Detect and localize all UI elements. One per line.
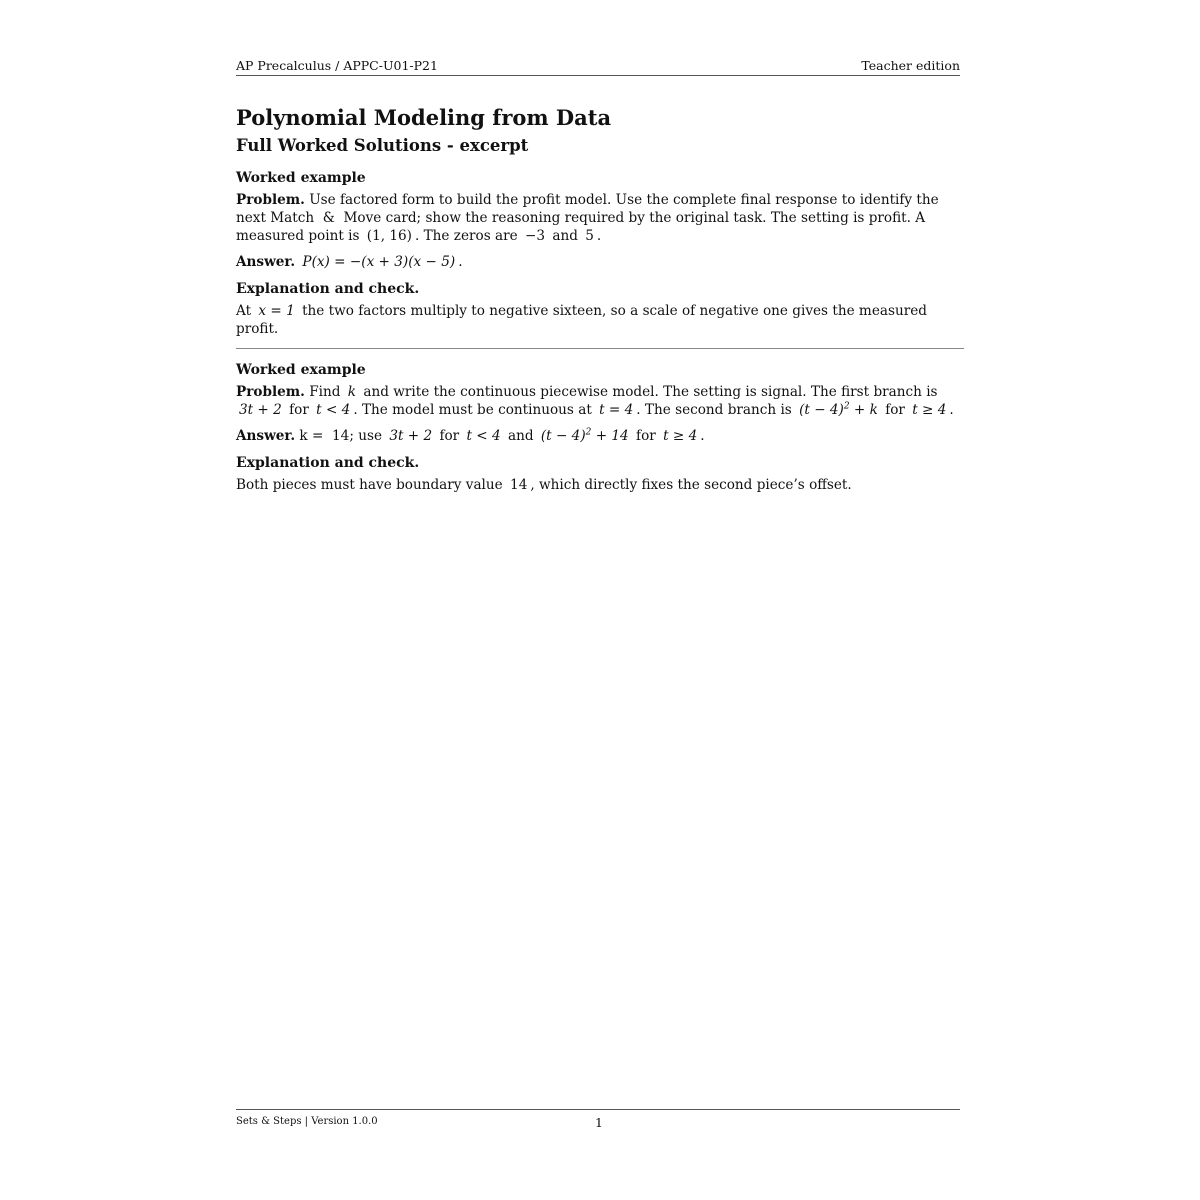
answer-statement [236,253,964,271]
page-subtitle: Full Worked Solutions - excerpt [236,136,529,155]
answer-branch-two-base: (t − 4) [540,428,586,444]
footer-version: Sets & Steps | Version 1.0.0 [236,1116,378,1127]
problem-text: . [949,402,954,418]
explanation-heading: Explanation and check. [236,281,420,297]
explanation-fragment: the two factors multiply to negative sixteen, so a scale of negative one gives the measured profit. [236,303,927,337]
course-code: AP Precalculus / APPC-U01-P21 [236,58,438,73]
running-header [236,58,960,76]
worked-example-2 [236,360,964,494]
explanation-formula: x = 1 [258,303,295,319]
branch-two-formula [796,402,881,418]
example-heading: Worked example [236,170,366,186]
problem-text: and write the continuous piecewise model. The setting is signal. The first branch is [363,384,938,400]
main-content [236,104,964,502]
answer-label: Answer. [236,428,296,444]
answer-condition-one: t < 4 [466,428,501,444]
answer-label: Answer. [236,254,296,270]
answer-branch-two-exponent: 2 [585,427,592,438]
edition-label: Teacher edition [861,58,960,73]
branch-one-condition: t < 4 [316,402,351,418]
example-heading: Worked example [236,362,366,378]
page-number: 1 [595,1115,603,1130]
answer-statement [236,427,964,445]
problem-text: for [289,402,309,418]
answer-branch-one: 3t + 2 [389,428,433,444]
explanation-fragment: At [236,303,252,319]
answer-text: and [507,428,534,444]
branch-two-exponent: 2 [843,401,850,412]
problem-statement [236,383,964,419]
section-divider [236,348,964,349]
answer-formula: P(x) = −(x + 3)(x − 5) [302,254,456,270]
problem-text: . The zeros are [414,228,518,244]
answer-k-value: k = 14 [299,428,350,444]
answer-condition-two: t ≥ 4 [663,428,698,444]
answer-end: . [458,254,463,270]
problem-text: . The second branch is [636,402,792,418]
answer-text: for [636,428,656,444]
zero-value: 5 [585,228,594,244]
problem-text: Use factored form to build the profit model. Use the complete final response to identify the next Match & Move card; show the reasoning required by the original task. The setting is profit. A measured point is [236,192,939,244]
explanation-heading: Explanation and check. [236,455,420,471]
answer-branch-two [538,428,632,444]
problem-text: . [596,228,602,244]
running-footer [236,1109,960,1130]
explanation-text [236,302,964,338]
zero-value: −3 [524,228,546,244]
problem-text: Find [309,384,341,400]
problem-label: Problem. [236,192,305,208]
problem-text: and [552,228,578,244]
boundary-value: 14 [510,477,528,493]
worked-example-1 [236,168,964,338]
branch-two-base: (t − 4) [799,402,844,418]
page-title: Polynomial Modeling from Data [236,105,612,130]
explanation-fragment: Both pieces must have boundary value [236,477,503,493]
problem-text: for [885,402,905,418]
branch-one-formula: 3t + 2 [239,402,282,418]
continuity-point: t = 4 [599,402,634,418]
branch-two-condition: t ≥ 4 [912,402,947,418]
answer-text: for [439,428,460,444]
branch-two-rest: + k [849,402,878,418]
problem-text: . The model must be continuous at [353,402,592,418]
answer-text: ; use [349,428,382,444]
answer-end: . [700,428,705,444]
measured-point: (1, 16) [366,228,412,244]
explanation-text [236,476,964,494]
answer-branch-two-rest: + 14 [591,428,629,444]
variable-k: k [347,384,357,400]
explanation-fragment: , which directly fixes the second piece’s offset. [530,477,852,493]
problem-label: Problem. [236,384,305,400]
problem-statement [236,191,964,245]
